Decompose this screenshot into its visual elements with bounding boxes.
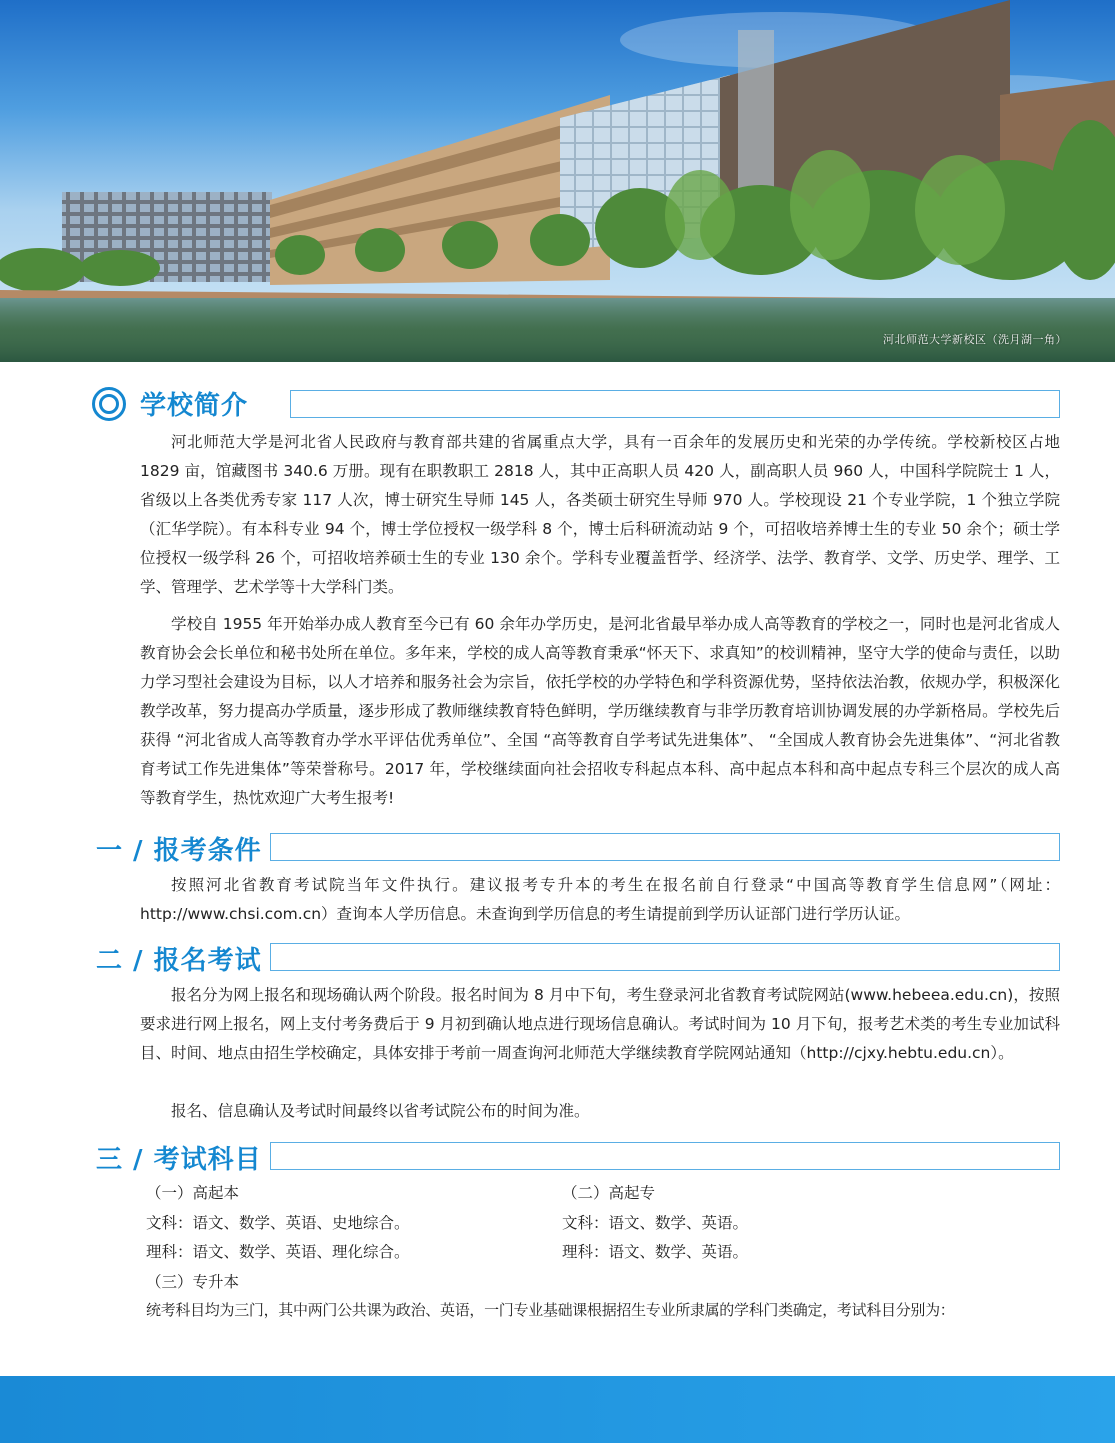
gqb-arts: 文科：语文、数学、英语、史地综合。 xyxy=(146,1214,410,1232)
s2-paragraph-1: 报名分为网上报名和现场确认两个阶段。报名时间为 8 月中下旬，考生登录河北省教育考试院网站(www.hebeea.edu.cn)，按照要求进行网上报名，网上支付考务费后于 9 月初到确认地点进行现场信息确认。考试时间为 10 月下旬，报考艺术类的考生专业加试科目、时间、地点由招生学校确定，具体安排于考前一周查询河北师范大学继续教育学院网站通知（http://cjxy.hebtu.edu.cn）。 xyxy=(140,986,1060,1062)
intro-paragraph-1: 河北师范大学是河北省人民政府与教育部共建的省属重点大学，具有一百余年的发展历史和光荣的办学传统。学校新校区占地 1829 亩，馆藏图书 340.6 万册。现有在职教职工 2818 人，其中正高职人员 420 人，副高职人员 960 人，中国科学院院士 1 人，省级以上各类优秀专家 117 人次，博士研究生导师 145 人，各类硕士研究生导师 970 人。学校现设 21 个专业学院，1 个独立学院（汇华学院）。有本科专业 94 个，博士学位授权一级学科 8 个，博士后科研流动站 9 个，可招收培养博士生的专业 50 余个；硕士学位授权一级学科 26 个，可招收培养硕士生的专业 130 余个。学科专业覆盖哲学、经济学、法学、教育学、文学、历史学、理学、工学、管理学、艺术学等十大学科门类。 xyxy=(140,433,1060,596)
s2-title: 二 / 报名考试 xyxy=(96,946,262,976)
intro-paragraph-2: 学校自 1955 年开始举办成人教育至今已有 60 余年办学历史，是河北省最早举办成人高等教育的学校之一，同时也是河北省成人教育协会会长单位和秘书处所在单位。多年来，学校的成人高等教育秉承“怀天下、求真知”的校训精神，坚守大学的使命与责任，以助力学习型社会建设为目标，以人才培养和服务社会为宗旨，依托学校的办学特色和学科资源优势，坚持依法治教，依规办学，积极深化教学改革，努力提高办学质量，逐步形成了教师继续教育特色鲜明，学历继续教育与非学历教育培训协调发展的办学新格局。学校先后获得 “河北省成人高等教育办学水平评估优秀单位”、全国 “高等教育自学考试先进集体”、 “全国成人教育协会先进集体”、“河北省教育考试工作先进集体”等荣誉称号。2017 年，学校继续面向社会招收专科起点本科、高中起点本科和高中起点专科三个层次的成人高等教育学生，热忱欢迎广大考生报考! xyxy=(140,615,1060,807)
s1-title-box xyxy=(270,833,1060,861)
s2-heading xyxy=(96,940,262,977)
campus-photo xyxy=(0,0,1115,362)
s1-heading xyxy=(96,830,262,867)
gqb-science: 理科：语文、数学、英语、理化综合。 xyxy=(146,1243,410,1261)
intro-title: 学校简介 xyxy=(140,391,249,421)
s3-title: 三 / 考试科目 xyxy=(96,1145,262,1175)
s3-title-box xyxy=(270,1142,1060,1170)
gqb-heading: （一）高起本 xyxy=(146,1184,240,1202)
gqz-science: 理科：语文、数学、英语。 xyxy=(562,1243,749,1261)
campus-illustration xyxy=(0,0,1115,362)
target-circle-icon xyxy=(92,387,126,421)
intro-heading xyxy=(92,385,248,422)
zsb-heading: （三）专升本 xyxy=(146,1273,240,1291)
photo-caption: 河北师范大学新校区（洗月湖一角） xyxy=(883,333,1067,346)
s3-heading xyxy=(96,1139,262,1176)
s2-title-box xyxy=(270,943,1060,971)
s2-paragraph-2: 报名、信息确认及考试时间最终以省考试院公布的时间为准。 xyxy=(171,1102,590,1120)
intro-title-box xyxy=(290,390,1060,418)
bottom-blue-bar xyxy=(0,1376,1115,1443)
gqz-heading: （二）高起专 xyxy=(562,1184,656,1202)
zsb-text: 统考科目均为三门，其中两门公共课为政治、英语，一门专业基础课根据招生专业所隶属的学科门类确定，考试科目分别为： xyxy=(146,1301,955,1319)
s1-title: 一 / 报考条件 xyxy=(96,836,262,866)
s1-paragraph: 按照河北省教育考试院当年文件执行。建议报考专升本的考生在报名前自行登录“中国高等教育学生信息网”（网址：http://www.chsi.com.cn）查询本人学历信息。未查询到学历信息的考生请提前到学历认证部门进行学历认证。 xyxy=(140,876,1060,923)
gqz-arts: 文科：语文、数学、英语。 xyxy=(562,1214,749,1232)
